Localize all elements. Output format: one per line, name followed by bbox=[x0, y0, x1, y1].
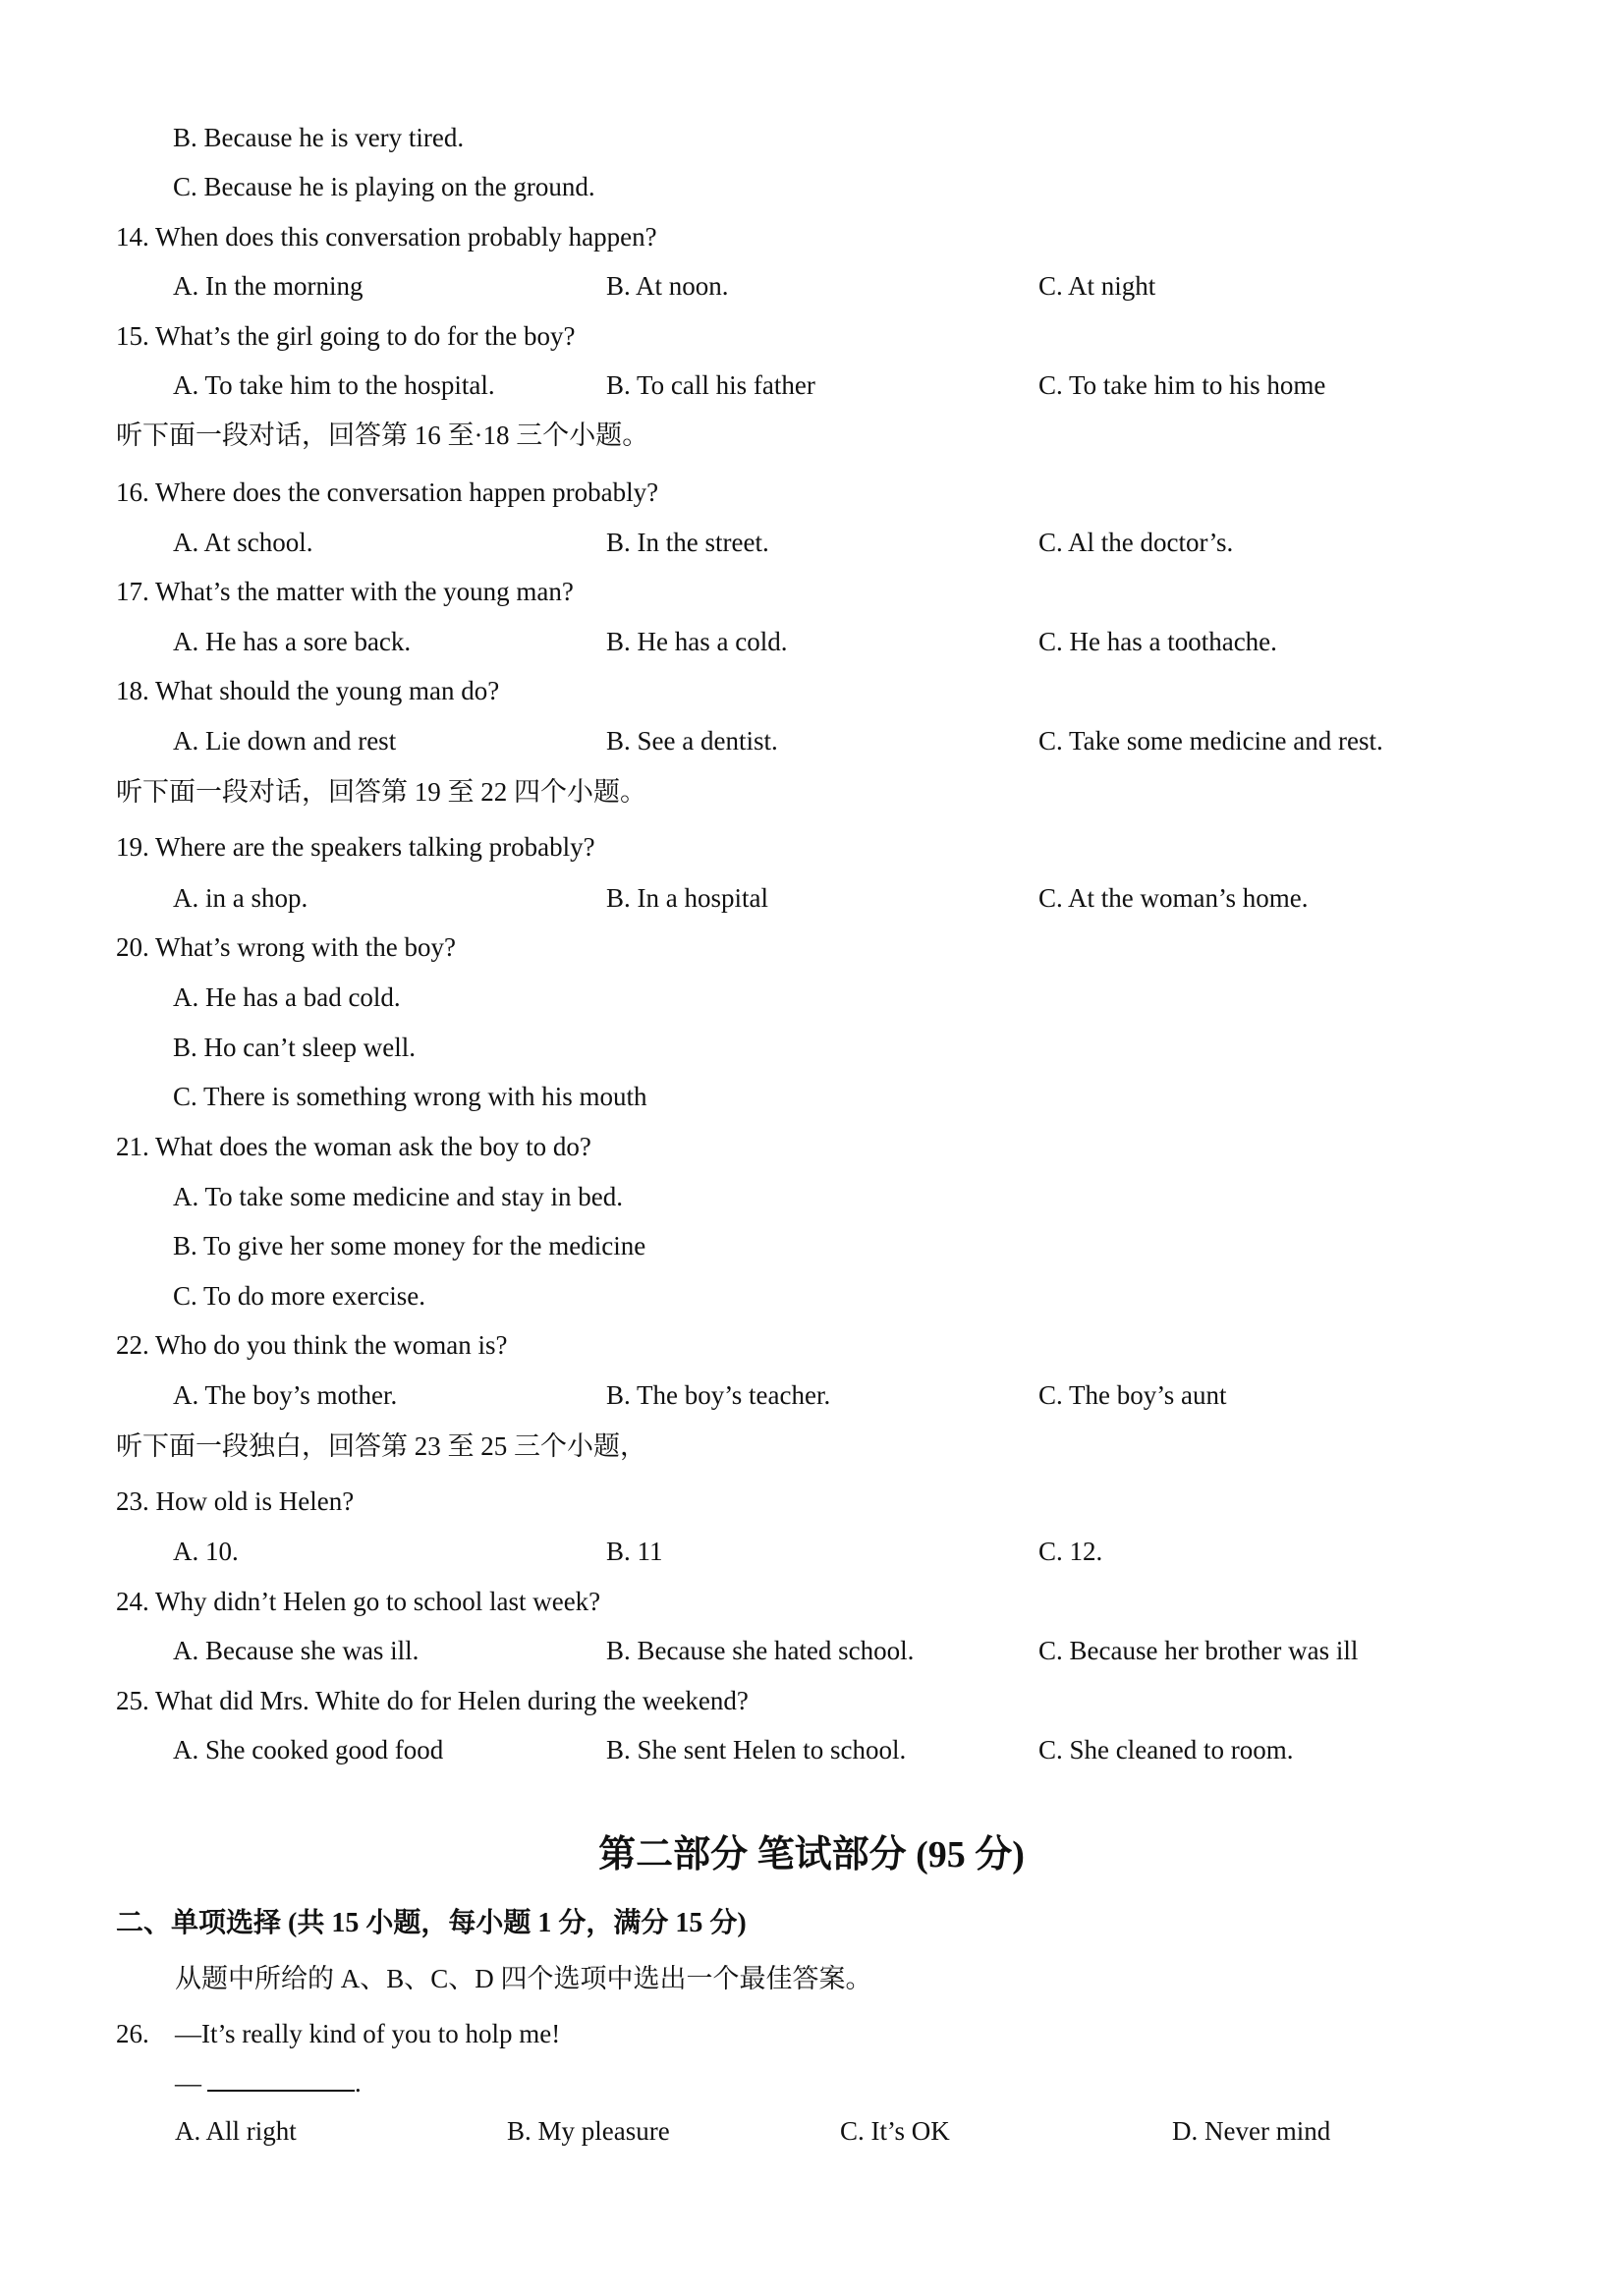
question-23: 23. How old is Helen? bbox=[116, 1486, 355, 1516]
question-14: 14. When does this conversation probably happen? bbox=[116, 222, 657, 252]
question-24: 24. Why didn’t Helen go to school last week? bbox=[116, 1587, 601, 1616]
q17-option-b: B. He has a cold. bbox=[606, 627, 788, 656]
answer-blank bbox=[207, 2068, 355, 2092]
question-21: 21. What does the woman ask the boy to do? bbox=[116, 1132, 591, 1161]
q16-option-c: C. Al the doctor’s. bbox=[1038, 528, 1234, 557]
question-20: 20. What’s wrong with the boy? bbox=[116, 932, 456, 962]
q26-option-b: B. My pleasure bbox=[507, 2116, 670, 2146]
question-19: 19. Where are the speakers talking probably? bbox=[116, 832, 595, 862]
q26-option-a: A. All right bbox=[175, 2116, 297, 2146]
instruction-19-22: 听下面一段对话，回答第 19 至 22 四个小题。 bbox=[116, 777, 646, 807]
q18-option-c: C. Take some medicine and rest. bbox=[1038, 726, 1383, 756]
instruction-23-25: 听下面一段独白，回答第 23 至 25 三个小题， bbox=[116, 1431, 646, 1461]
multiple-choice-heading: 二、单项选择 (共 15 小题，每小题 1 分，满分 15 分) bbox=[116, 1908, 747, 1938]
question-17: 17. What’s the matter with the young man? bbox=[116, 577, 574, 606]
q13-option-b: B. Because he is very tired. bbox=[173, 123, 465, 152]
q20-option-a: A. He has a bad cold. bbox=[173, 982, 401, 1012]
q16-option-a: A. At school. bbox=[173, 528, 313, 557]
instruction-16-18: 听下面一段对话，回答第 16 至·18 三个小题。 bbox=[116, 420, 649, 450]
question-22: 22. Who do you think the woman is? bbox=[116, 1330, 508, 1360]
q15-option-c: C. To take him to his home bbox=[1038, 370, 1326, 400]
q23-option-b: B. 11 bbox=[606, 1537, 663, 1566]
q23-option-a: A. 10. bbox=[173, 1537, 239, 1566]
question-26-prompt: —It’s really kind of you to holp me! bbox=[175, 2019, 561, 2048]
reply-dash: — bbox=[175, 2068, 201, 2098]
reply-period: . bbox=[355, 2068, 362, 2098]
q21-option-b: B. To give her some money for the medicine bbox=[173, 1231, 646, 1260]
q26-option-c: C. It’s OK bbox=[840, 2116, 950, 2146]
q17-option-c: C. He has a toothache. bbox=[1038, 627, 1277, 656]
q19-option-b: B. In a hospital bbox=[606, 883, 768, 913]
q16-option-b: B. In the street. bbox=[606, 528, 769, 557]
part-two-title: 第二部分 笔试部分 (95 分) bbox=[598, 1834, 1025, 1876]
question-16: 16. Where does the conversation happen probably? bbox=[116, 477, 659, 507]
q21-option-a: A. To take some medicine and stay in bed. bbox=[173, 1182, 623, 1211]
q24-option-a: A. Because she was ill. bbox=[173, 1636, 420, 1665]
q15-option-b: B. To call his father bbox=[606, 370, 815, 400]
q22-option-b: B. The boy’s teacher. bbox=[606, 1380, 831, 1410]
q14-option-c: C. At night bbox=[1038, 271, 1156, 301]
q21-option-c: C. To do more exercise. bbox=[173, 1281, 426, 1311]
q15-option-a: A. To take him to the hospital. bbox=[173, 370, 495, 400]
q26-option-d: D. Never mind bbox=[1172, 2116, 1331, 2146]
q14-option-b: B. At noon. bbox=[606, 271, 729, 301]
q25-option-c: C. She cleaned to room. bbox=[1038, 1735, 1294, 1764]
multiple-choice-instruction: 从题中所给的 A、B、C、D 四个选项中选出一个最佳答案。 bbox=[175, 1964, 872, 1993]
question-18: 18. What should the young man do? bbox=[116, 676, 500, 705]
q22-option-c: C. The boy’s aunt bbox=[1038, 1380, 1227, 1410]
question-26-number: 26. bbox=[116, 2019, 149, 2048]
q18-option-b: B. See a dentist. bbox=[606, 726, 778, 756]
q14-option-a: A. In the morning bbox=[173, 271, 364, 301]
q19-option-a: A. in a shop. bbox=[173, 883, 308, 913]
q19-option-c: C. At the woman’s home. bbox=[1038, 883, 1309, 913]
q13-option-c: C. Because he is playing on the ground. bbox=[173, 172, 595, 201]
question-26-reply bbox=[175, 2065, 362, 2100]
q22-option-a: A. The boy’s mother. bbox=[173, 1380, 398, 1410]
q20-option-c: C. There is something wrong with his mouth bbox=[173, 1082, 647, 1111]
q23-option-c: C. 12. bbox=[1038, 1537, 1103, 1566]
q17-option-a: A. He has a sore back. bbox=[173, 627, 412, 656]
q25-option-b: B. She sent Helen to school. bbox=[606, 1735, 907, 1764]
q24-option-c: C. Because her brother was ill bbox=[1038, 1636, 1359, 1665]
q18-option-a: A. Lie down and rest bbox=[173, 726, 397, 756]
question-25: 25. What did Mrs. White do for Helen during the weekend? bbox=[116, 1686, 749, 1715]
question-15: 15. What’s the girl going to do for the boy? bbox=[116, 321, 576, 351]
q25-option-a: A. She cooked good food bbox=[173, 1735, 444, 1764]
q20-option-b: B. Ho can’t sleep well. bbox=[173, 1033, 416, 1062]
q24-option-b: B. Because she hated school. bbox=[606, 1636, 915, 1665]
